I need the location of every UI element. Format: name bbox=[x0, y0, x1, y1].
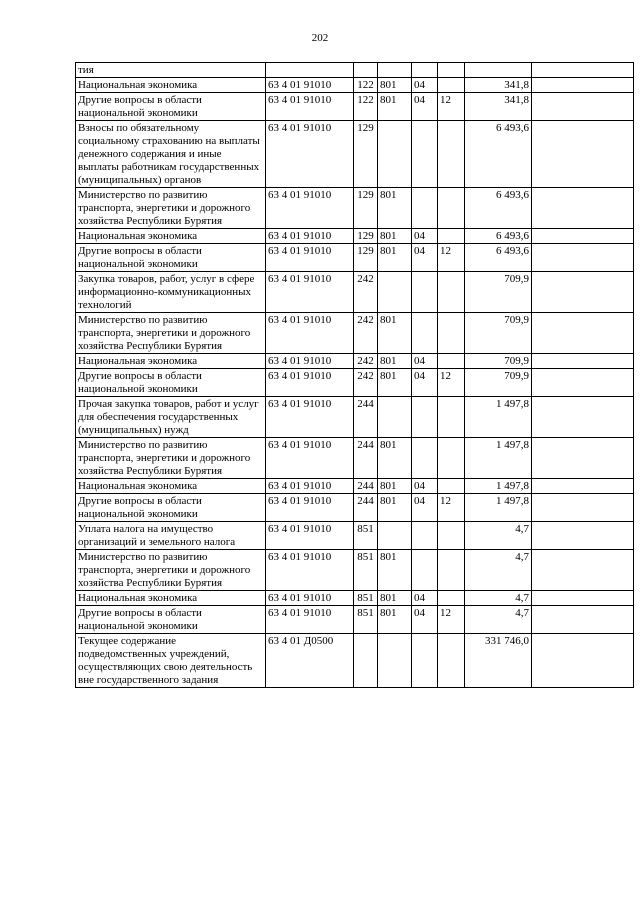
table-row bbox=[76, 522, 634, 550]
row-vr-cell: 851 bbox=[354, 522, 378, 550]
row-sum-cell: 341,8 bbox=[465, 93, 532, 121]
row-code-cell: 63 4 01 91010 bbox=[266, 272, 354, 313]
row-pr-cell bbox=[438, 591, 465, 606]
row-vr-cell bbox=[354, 634, 378, 688]
row-gr-cell: 801 bbox=[378, 606, 412, 634]
row-pr-cell bbox=[438, 634, 465, 688]
row-pr-cell bbox=[438, 354, 465, 369]
row-rz-cell bbox=[412, 397, 438, 438]
row-code-cell: 63 4 01 91010 bbox=[266, 522, 354, 550]
row-rz-cell bbox=[412, 121, 438, 188]
row-empty-cell bbox=[532, 272, 634, 313]
row-name-cell: Прочая закупка товаров, работ и услуг для обеспечения государственных (муниципальных) нужд bbox=[76, 397, 266, 438]
row-sum-cell bbox=[465, 63, 532, 78]
row-vr-cell: 129 bbox=[354, 121, 378, 188]
row-rz-cell: 04 bbox=[412, 591, 438, 606]
row-gr-cell: 801 bbox=[378, 494, 412, 522]
row-empty-cell bbox=[532, 369, 634, 397]
table-row bbox=[76, 63, 634, 78]
row-code-cell: 63 4 01 Д0500 bbox=[266, 634, 354, 688]
row-gr-cell: 801 bbox=[378, 313, 412, 354]
table-row bbox=[76, 272, 634, 313]
row-name-cell: Уплата налога на имущество организаций и земельного налога bbox=[76, 522, 266, 550]
row-sum-cell: 6 493,6 bbox=[465, 244, 532, 272]
row-pr-cell bbox=[438, 550, 465, 591]
table-row bbox=[76, 606, 634, 634]
row-sum-cell: 4,7 bbox=[465, 522, 532, 550]
table-row bbox=[76, 244, 634, 272]
row-pr-cell: 12 bbox=[438, 494, 465, 522]
row-rz-cell bbox=[412, 188, 438, 229]
row-pr-cell bbox=[438, 397, 465, 438]
row-name-cell: Министерство по развитию транспорта, энергетики и дорожного хозяйства Республики Бурятия bbox=[76, 438, 266, 479]
row-sum-cell: 6 493,6 bbox=[465, 121, 532, 188]
row-name-cell: Министерство по развитию транспорта, энергетики и дорожного хозяйства Республики Бурятия bbox=[76, 188, 266, 229]
row-gr-cell: 801 bbox=[378, 550, 412, 591]
row-rz-cell bbox=[412, 550, 438, 591]
row-pr-cell: 12 bbox=[438, 606, 465, 634]
row-sum-cell: 709,9 bbox=[465, 369, 532, 397]
row-code-cell: 63 4 01 91010 bbox=[266, 479, 354, 494]
row-name-cell: Другие вопросы в области национальной экономики bbox=[76, 244, 266, 272]
row-pr-cell bbox=[438, 479, 465, 494]
row-vr-cell: 244 bbox=[354, 494, 378, 522]
row-sum-cell: 1 497,8 bbox=[465, 494, 532, 522]
row-pr-cell bbox=[438, 438, 465, 479]
row-vr-cell: 851 bbox=[354, 591, 378, 606]
row-sum-cell: 6 493,6 bbox=[465, 188, 532, 229]
table-row bbox=[76, 397, 634, 438]
row-name-cell: Закупка товаров, работ, услуг в сфере информационно-коммуникационных технологий bbox=[76, 272, 266, 313]
row-empty-cell bbox=[532, 354, 634, 369]
table-row bbox=[76, 591, 634, 606]
row-vr-cell: 242 bbox=[354, 354, 378, 369]
row-code-cell: 63 4 01 91010 bbox=[266, 438, 354, 479]
row-rz-cell bbox=[412, 63, 438, 78]
row-rz-cell: 04 bbox=[412, 229, 438, 244]
row-name-cell: Национальная экономика bbox=[76, 479, 266, 494]
row-code-cell: 63 4 01 91010 bbox=[266, 494, 354, 522]
row-empty-cell bbox=[532, 494, 634, 522]
row-code-cell: 63 4 01 91010 bbox=[266, 244, 354, 272]
row-rz-cell: 04 bbox=[412, 78, 438, 93]
row-name-cell: Другие вопросы в области национальной экономики bbox=[76, 369, 266, 397]
row-gr-cell: 801 bbox=[378, 93, 412, 121]
row-rz-cell bbox=[412, 522, 438, 550]
row-rz-cell bbox=[412, 272, 438, 313]
row-rz-cell: 04 bbox=[412, 494, 438, 522]
table-row bbox=[76, 479, 634, 494]
row-name-cell: Другие вопросы в области национальной экономики bbox=[76, 494, 266, 522]
row-vr-cell: 122 bbox=[354, 78, 378, 93]
row-empty-cell bbox=[532, 63, 634, 78]
table-row bbox=[76, 634, 634, 688]
row-gr-cell bbox=[378, 397, 412, 438]
row-rz-cell: 04 bbox=[412, 606, 438, 634]
row-gr-cell: 801 bbox=[378, 591, 412, 606]
row-gr-cell bbox=[378, 522, 412, 550]
row-rz-cell: 04 bbox=[412, 93, 438, 121]
row-name-cell: Национальная экономика bbox=[76, 354, 266, 369]
row-vr-cell: 242 bbox=[354, 313, 378, 354]
row-vr-cell: 244 bbox=[354, 438, 378, 479]
row-vr-cell: 242 bbox=[354, 272, 378, 313]
row-code-cell: 63 4 01 91010 bbox=[266, 606, 354, 634]
row-name-cell: Национальная экономика bbox=[76, 591, 266, 606]
row-vr-cell: 244 bbox=[354, 397, 378, 438]
row-sum-cell: 1 497,8 bbox=[465, 397, 532, 438]
row-empty-cell bbox=[532, 244, 634, 272]
row-pr-cell: 12 bbox=[438, 244, 465, 272]
row-empty-cell bbox=[532, 479, 634, 494]
row-sum-cell: 4,7 bbox=[465, 550, 532, 591]
row-vr-cell bbox=[354, 63, 378, 78]
table-row bbox=[76, 494, 634, 522]
row-name-cell: Национальная экономика bbox=[76, 78, 266, 93]
row-rz-cell bbox=[412, 634, 438, 688]
row-gr-cell bbox=[378, 634, 412, 688]
table-body bbox=[76, 63, 634, 688]
row-rz-cell: 04 bbox=[412, 354, 438, 369]
row-pr-cell bbox=[438, 121, 465, 188]
row-code-cell: 63 4 01 91010 bbox=[266, 93, 354, 121]
table-row bbox=[76, 550, 634, 591]
row-sum-cell: 709,9 bbox=[465, 354, 532, 369]
row-sum-cell: 4,7 bbox=[465, 591, 532, 606]
row-gr-cell: 801 bbox=[378, 244, 412, 272]
row-pr-cell bbox=[438, 63, 465, 78]
table-row bbox=[76, 354, 634, 369]
row-code-cell: 63 4 01 91010 bbox=[266, 313, 354, 354]
row-pr-cell bbox=[438, 229, 465, 244]
row-name-cell: Министерство по развитию транспорта, энергетики и дорожного хозяйства Республики Бурятия bbox=[76, 550, 266, 591]
row-empty-cell bbox=[532, 78, 634, 93]
table-row bbox=[76, 78, 634, 93]
row-rz-cell bbox=[412, 438, 438, 479]
row-pr-cell bbox=[438, 188, 465, 229]
row-sum-cell: 331 746,0 bbox=[465, 634, 532, 688]
row-sum-cell: 1 497,8 bbox=[465, 438, 532, 479]
row-code-cell: 63 4 01 91010 bbox=[266, 397, 354, 438]
row-empty-cell bbox=[532, 550, 634, 591]
row-code-cell bbox=[266, 63, 354, 78]
row-code-cell: 63 4 01 91010 bbox=[266, 78, 354, 93]
row-name-cell: Национальная экономика bbox=[76, 229, 266, 244]
table-row bbox=[76, 188, 634, 229]
row-name-cell: Министерство по развитию транспорта, энергетики и дорожного хозяйства Республики Бурятия bbox=[76, 313, 266, 354]
row-gr-cell: 801 bbox=[378, 229, 412, 244]
row-sum-cell: 4,7 bbox=[465, 606, 532, 634]
table-row bbox=[76, 121, 634, 188]
budget-table bbox=[75, 62, 634, 688]
row-pr-cell bbox=[438, 522, 465, 550]
table-row bbox=[76, 369, 634, 397]
row-empty-cell bbox=[532, 313, 634, 354]
row-empty-cell bbox=[532, 188, 634, 229]
row-code-cell: 63 4 01 91010 bbox=[266, 354, 354, 369]
row-vr-cell: 122 bbox=[354, 93, 378, 121]
row-vr-cell: 129 bbox=[354, 244, 378, 272]
row-sum-cell: 709,9 bbox=[465, 272, 532, 313]
row-empty-cell bbox=[532, 606, 634, 634]
row-empty-cell bbox=[532, 93, 634, 121]
row-vr-cell: 129 bbox=[354, 188, 378, 229]
row-vr-cell: 129 bbox=[354, 229, 378, 244]
row-gr-cell: 801 bbox=[378, 438, 412, 479]
row-sum-cell: 6 493,6 bbox=[465, 229, 532, 244]
table-row bbox=[76, 438, 634, 479]
row-vr-cell: 851 bbox=[354, 606, 378, 634]
row-gr-cell: 801 bbox=[378, 369, 412, 397]
table-row bbox=[76, 93, 634, 121]
row-empty-cell bbox=[532, 229, 634, 244]
row-name-cell: Текущее содержание подведомственных учреждений, осуществляющих свою деятельность вне государственного задания bbox=[76, 634, 266, 688]
row-name-cell: Взносы по обязательному социальному страхованию на выплаты денежного содержания и иные выплаты работникам государственных (муниципальных) органов bbox=[76, 121, 266, 188]
table-row bbox=[76, 313, 634, 354]
row-code-cell: 63 4 01 91010 bbox=[266, 591, 354, 606]
row-vr-cell: 242 bbox=[354, 369, 378, 397]
row-name-cell: Другие вопросы в области национальной экономики bbox=[76, 606, 266, 634]
row-name-cell: Другие вопросы в области национальной экономики bbox=[76, 93, 266, 121]
row-pr-cell bbox=[438, 78, 465, 93]
row-code-cell: 63 4 01 91010 bbox=[266, 550, 354, 591]
row-gr-cell: 801 bbox=[378, 78, 412, 93]
row-gr-cell bbox=[378, 121, 412, 188]
row-gr-cell bbox=[378, 63, 412, 78]
row-empty-cell bbox=[532, 438, 634, 479]
row-gr-cell bbox=[378, 272, 412, 313]
row-code-cell: 63 4 01 91010 bbox=[266, 121, 354, 188]
row-empty-cell bbox=[532, 522, 634, 550]
row-rz-cell: 04 bbox=[412, 479, 438, 494]
row-pr-cell bbox=[438, 272, 465, 313]
row-gr-cell: 801 bbox=[378, 479, 412, 494]
row-rz-cell: 04 bbox=[412, 244, 438, 272]
row-sum-cell: 1 497,8 bbox=[465, 479, 532, 494]
row-empty-cell bbox=[532, 397, 634, 438]
row-empty-cell bbox=[532, 121, 634, 188]
row-code-cell: 63 4 01 91010 bbox=[266, 229, 354, 244]
row-vr-cell: 851 bbox=[354, 550, 378, 591]
row-code-cell: 63 4 01 91010 bbox=[266, 369, 354, 397]
row-rz-cell bbox=[412, 313, 438, 354]
row-empty-cell bbox=[532, 591, 634, 606]
row-vr-cell: 244 bbox=[354, 479, 378, 494]
row-gr-cell: 801 bbox=[378, 188, 412, 229]
row-code-cell: 63 4 01 91010 bbox=[266, 188, 354, 229]
row-empty-cell bbox=[532, 634, 634, 688]
row-pr-cell bbox=[438, 313, 465, 354]
row-name-cell: тия bbox=[76, 63, 266, 78]
row-rz-cell: 04 bbox=[412, 369, 438, 397]
row-pr-cell: 12 bbox=[438, 93, 465, 121]
page-number: 202 bbox=[311, 32, 329, 44]
row-pr-cell: 12 bbox=[438, 369, 465, 397]
row-sum-cell: 709,9 bbox=[465, 313, 532, 354]
row-sum-cell: 341,8 bbox=[465, 78, 532, 93]
table-row bbox=[76, 229, 634, 244]
row-gr-cell: 801 bbox=[378, 354, 412, 369]
